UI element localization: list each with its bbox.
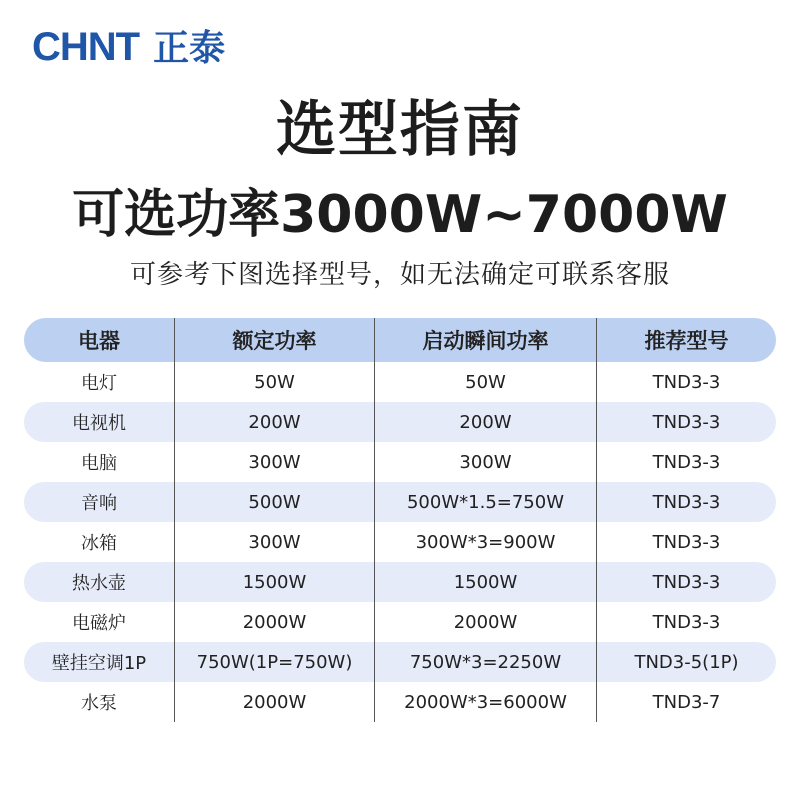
cell-model: TND3-3	[596, 402, 776, 442]
cell-model: TND3-3	[596, 442, 776, 482]
cell-startup-power: 50W	[374, 362, 596, 402]
cell-appliance: 冰箱	[81, 533, 117, 554]
cell-appliance: 电脑	[81, 453, 117, 474]
brand-logo	[32, 20, 225, 71]
table-row	[24, 682, 776, 722]
cell-startup-power: 300W*3=900W	[374, 522, 596, 562]
header-rated-power: 额定功率	[174, 318, 374, 362]
table-row	[24, 482, 776, 522]
cell-rated-power: 300W	[174, 522, 374, 562]
table-row	[24, 642, 776, 682]
cell-model: TND3-3	[596, 482, 776, 522]
cell-appliance: 电磁炉	[72, 613, 126, 634]
brand-logo-en: CHNT	[32, 25, 140, 69]
header-recommended-model: 推荐型号	[596, 318, 776, 362]
cell-rated-power: 2000W	[174, 682, 374, 722]
cell-rated-power: 50W	[174, 362, 374, 402]
table-row	[24, 442, 776, 482]
table-row	[24, 402, 776, 442]
cell-rated-power: 750W(1P=750W)	[174, 642, 374, 682]
cell-model: TND3-3	[596, 562, 776, 602]
cell-model: TND3-3	[596, 602, 776, 642]
header-appliance: 电器	[78, 329, 120, 353]
cell-startup-power: 200W	[374, 402, 596, 442]
table-row	[24, 522, 776, 562]
header-startup-power: 启动瞬间功率	[374, 318, 596, 362]
cell-model: TND3-3	[596, 362, 776, 402]
table-row	[24, 562, 776, 602]
cell-appliance: 热水壶	[72, 573, 126, 594]
cell-startup-power: 500W*1.5=750W	[374, 482, 596, 522]
cell-rated-power: 2000W	[174, 602, 374, 642]
cell-startup-power: 2000W	[374, 602, 596, 642]
cell-appliance: 壁挂空调1P	[51, 653, 147, 674]
cell-startup-power: 300W	[374, 442, 596, 482]
selection-table	[24, 318, 776, 722]
cell-appliance: 电视机	[72, 413, 126, 434]
table-row	[24, 362, 776, 402]
table-header-row	[24, 318, 776, 362]
cell-model: TND3-5(1P)	[596, 642, 776, 682]
cell-model: TND3-7	[596, 682, 776, 722]
table-row	[24, 602, 776, 642]
cell-startup-power: 1500W	[374, 562, 596, 602]
cell-appliance: 水泵	[81, 693, 117, 714]
cell-appliance: 音响	[81, 493, 117, 514]
selection-note: 可参考下图选择型号，如无法确定可联系客服	[129, 260, 670, 290]
cell-appliance: 电灯	[81, 373, 117, 394]
cell-rated-power: 1500W	[174, 562, 374, 602]
cell-startup-power: 750W*3=2250W	[374, 642, 596, 682]
cell-rated-power: 200W	[174, 402, 374, 442]
cell-model: TND3-3	[596, 522, 776, 562]
page-title: 选型指南	[276, 95, 524, 165]
cell-rated-power: 500W	[174, 482, 374, 522]
power-range-subtitle: 可选功率3000W~7000W	[72, 185, 728, 245]
cell-startup-power: 2000W*3=6000W	[374, 682, 596, 722]
cell-rated-power: 300W	[174, 442, 374, 482]
brand-logo-cn: 正泰	[153, 28, 226, 69]
